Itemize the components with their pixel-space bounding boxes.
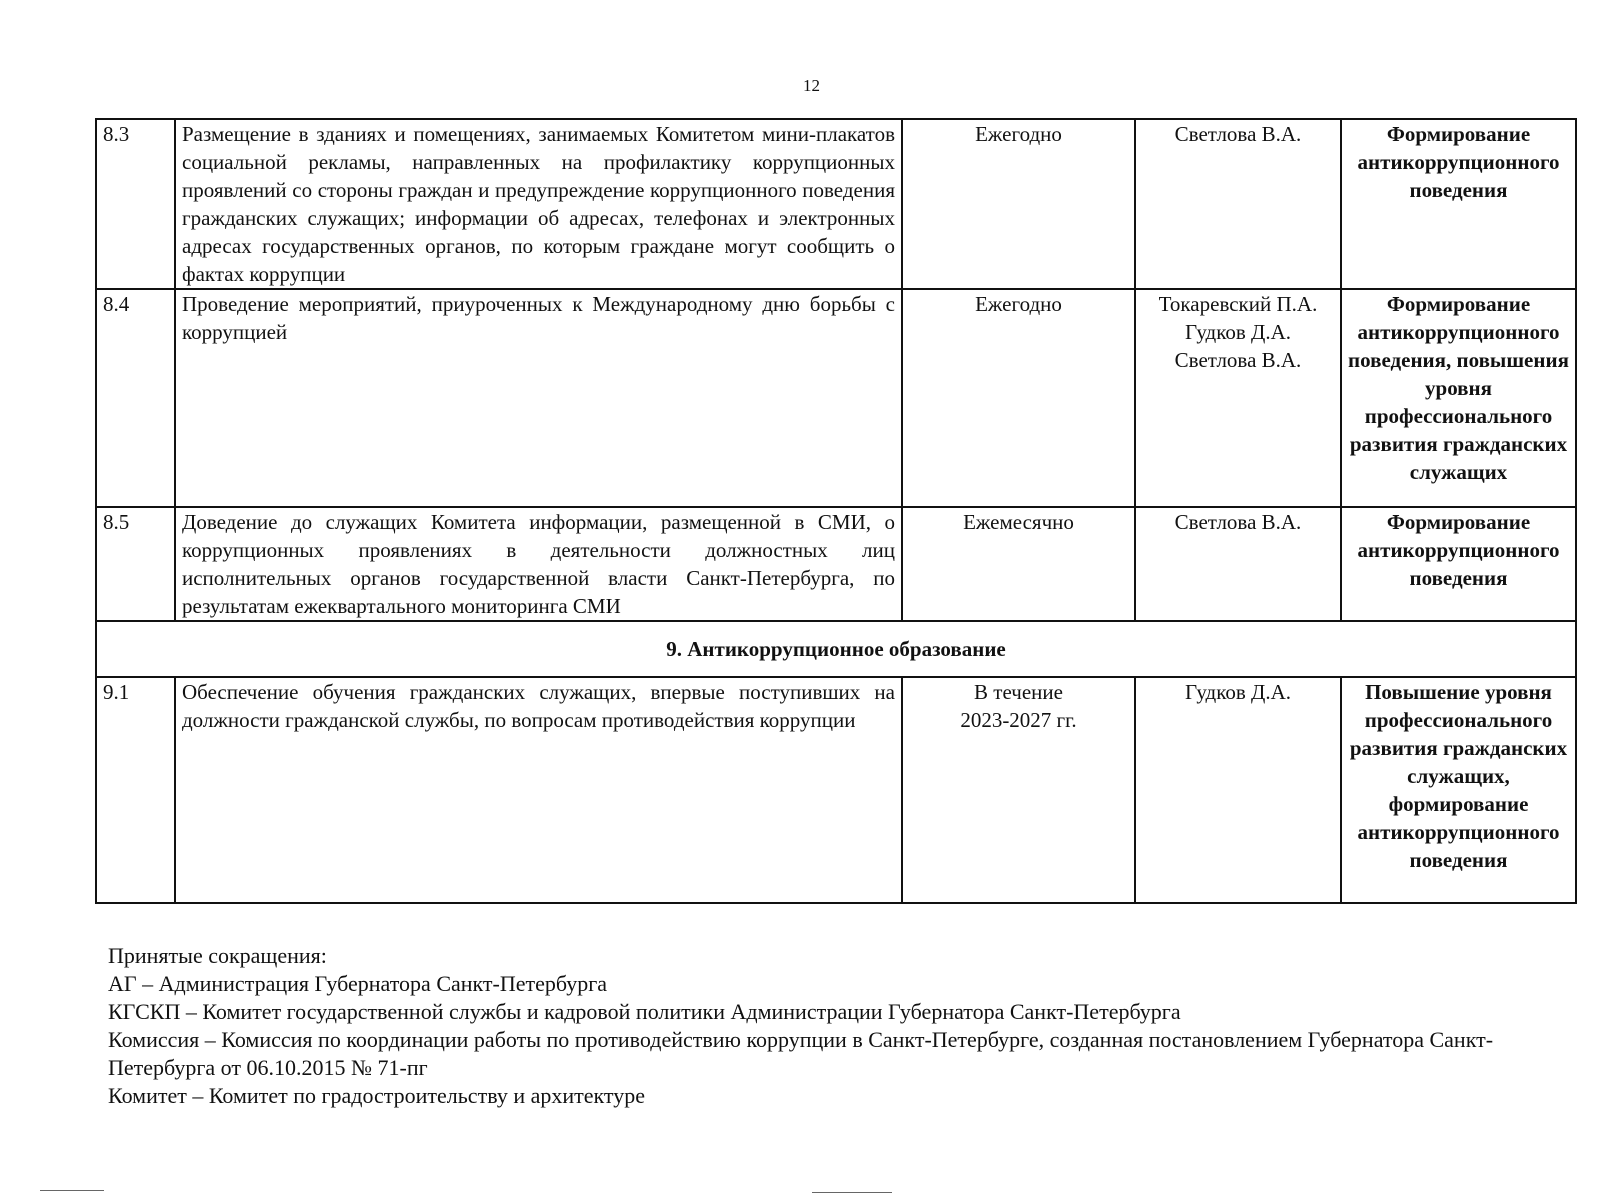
executor-name: Светлова В.А. [1174,122,1302,146]
executors [1135,677,1341,903]
expected-result: Формирование антикоррупционного поведения [1341,507,1576,621]
measures-table [95,118,1577,904]
executors [1135,507,1341,621]
page-number: 12 [803,76,820,95]
section-title: 9. Антикоррупционное образование [96,621,1576,677]
abbreviation-item: Комиссия – Комиссия по координации работы по противодействию коррупции в Санкт-Петербурге, созданная постановлением Губернатора Санкт-Петербурга от 06.10.2015 № 71-пг [108,1027,1494,1080]
deadline: Ежегодно [902,289,1135,507]
abbreviations-block [108,942,1528,1110]
deadline: Ежемесячно [902,507,1135,621]
item-number: 8.4 [96,289,175,507]
deadline: Ежегодно [902,119,1135,289]
table-row [96,119,1576,289]
abbreviation-item: Комитет – Комитет по градостроительству и архитектуре [108,1083,646,1108]
item-number: 8.5 [96,507,175,621]
table-row [96,289,1576,507]
deadline-line: 2023-2027 гг. [960,708,1077,732]
executor-name: Гудков Д.А. [1185,320,1291,344]
executor-name: Светлова В.А. [1174,348,1302,372]
executor-name: Гудков Д.А. [1185,680,1291,704]
expected-result: Повышение уровня профессионального развития гражданских служащих, формирование антикоррупционного поведения [1341,677,1576,903]
abbreviations-heading: Принятые сокращения: [108,943,327,968]
executors [1135,289,1341,507]
table-row [96,677,1576,903]
expected-result: Формирование антикоррупционного поведения [1341,119,1576,289]
scan-artifact-line [40,1190,104,1191]
action-description: Доведение до служащих Комитета информации, размещенной в СМИ, о коррупционных проявлениях в деятельности должностных лиц исполнительных органов государственной власти Санкт-Петербурга, по результатам ежеквартального мониторинга СМИ [175,507,902,621]
executor-name: Токаревский П.А. [1158,292,1318,316]
scan-artifact-line [812,1192,892,1193]
action-description: Проведение мероприятий, приуроченных к Международному дню борьбы с коррупцией [175,289,902,507]
item-number: 9.1 [96,677,175,903]
executors [1135,119,1341,289]
expected-result: Формирование антикоррупционного поведения, повышения уровня профессионального развития гражданских служащих [1341,289,1576,507]
abbreviation-item: АГ – Администрация Губернатора Санкт-Петербурга [108,971,608,996]
action-description: Обеспечение обучения гражданских служащих, впервые поступивших на должности гражданской службы, по вопросам противодействия коррупции [175,677,902,903]
section-header-row [96,621,1576,677]
executor-name: Светлова В.А. [1174,510,1302,534]
action-description: Размещение в зданиях и помещениях, занимаемых Комитетом мини-плакатов социальной рекламы, направленных на профилактику коррупционных проявлений со стороны граждан и предупреждение коррупционного поведения гражданских служащих; информации об адресах, телефонах и электронных адресах государственных органов, по которым граждане могут сообщить о фактах коррупции [175,119,902,289]
table-row [96,507,1576,621]
deadline [902,677,1135,903]
item-number: 8.3 [96,119,175,289]
deadline-line: В течение [974,680,1063,704]
abbreviation-item: КГСКП – Комитет государственной службы и кадровой политики Администрации Губернатора Санкт-Петербурга [108,999,1181,1024]
